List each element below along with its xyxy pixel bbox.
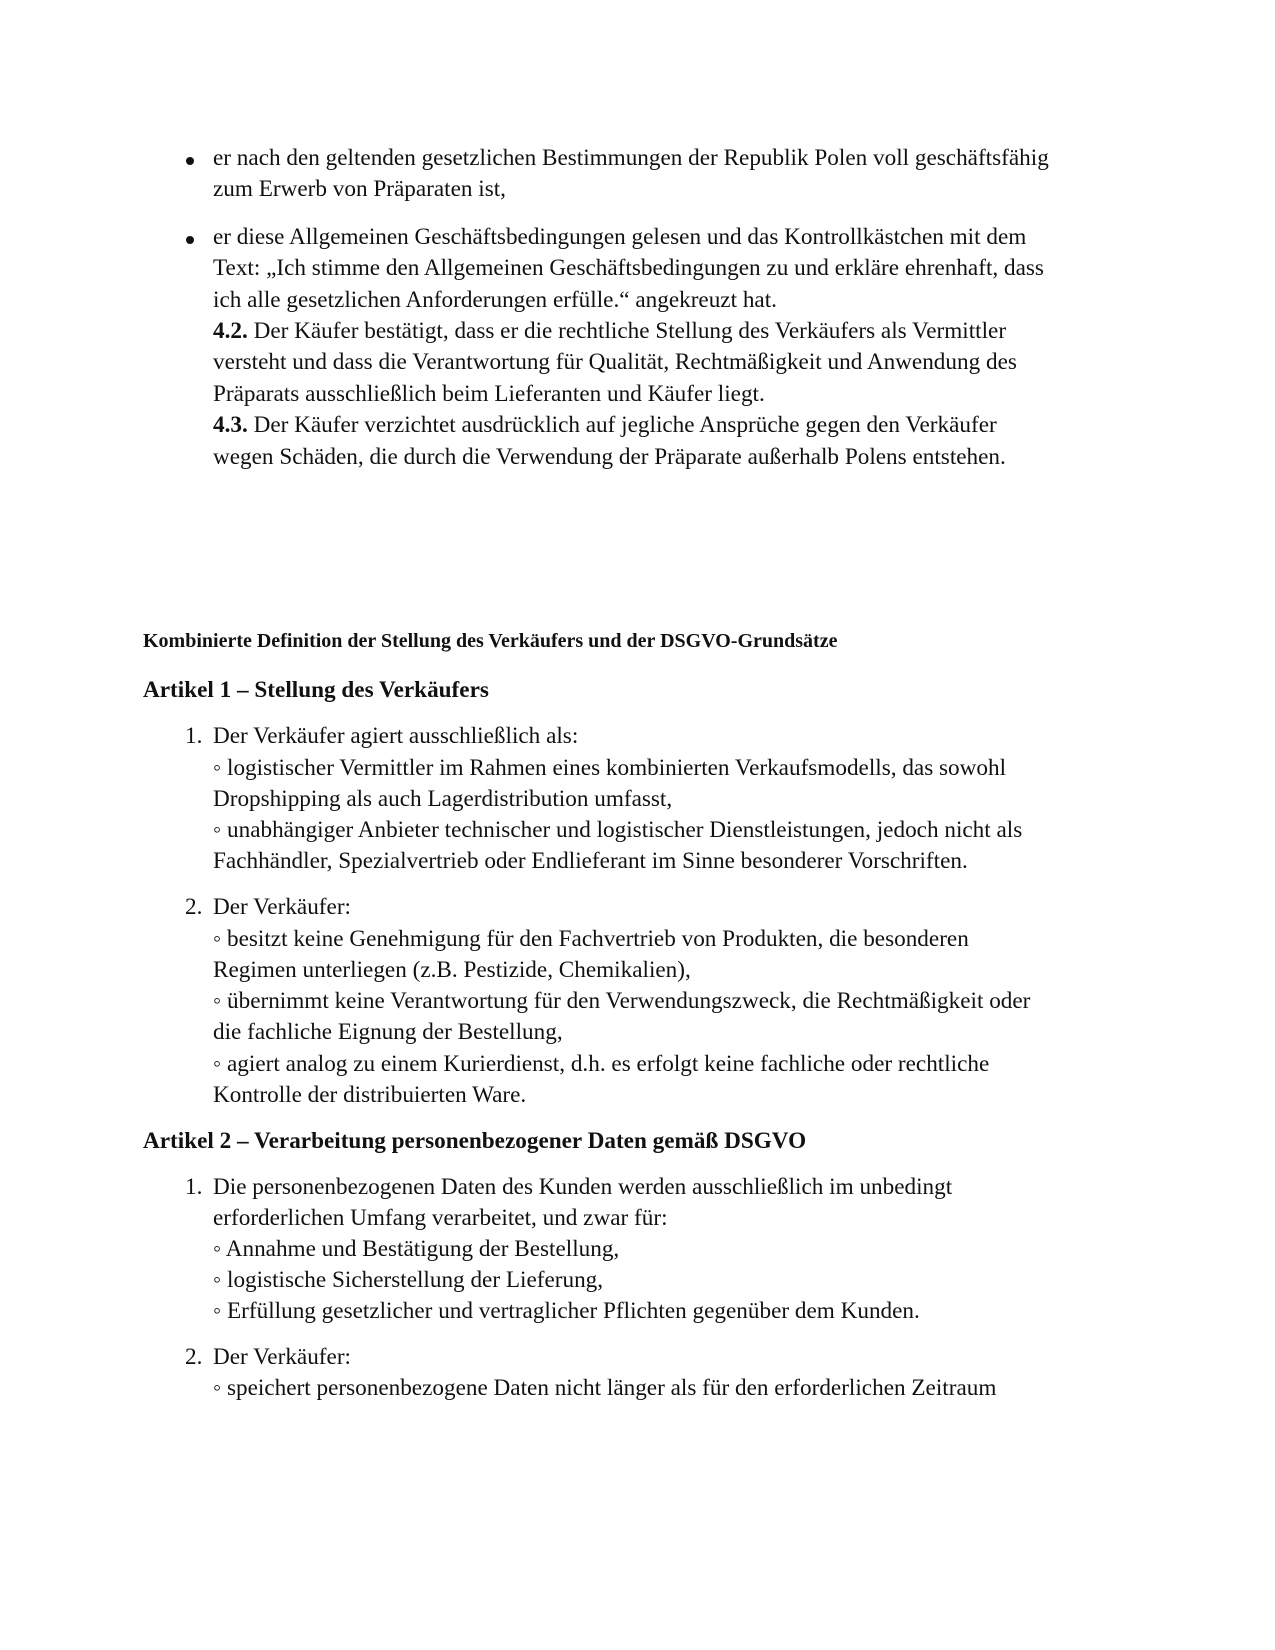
list-item-line: ◦ speichert personenbezogene Daten nicht länger als für den erforderlichen Zeitraum — [213, 1375, 997, 1401]
list-item-line: erforderlichen Umfang verarbeitet, und zwar für: — [213, 1205, 668, 1231]
section-title: Kombinierte Definition der Stellung des Verkäufers und der DSGVO-Grundsätze — [143, 630, 838, 652]
list-item-line: ◦ Erfüllung gesetzlicher und vertraglicher Pflichten gegenüber dem Kunden. — [213, 1298, 920, 1324]
list-item-line: Regimen unterliegen (z.B. Pestizide, Chemikalien), — [213, 957, 691, 983]
article-2-heading: Artikel 2 – Verarbeitung personenbezogener Daten gemäß DSGVO — [143, 1128, 807, 1154]
clause-4-2-line: Präparats ausschließlich beim Lieferanten und Käufer liegt. — [213, 381, 765, 407]
clause-4-2-line — [213, 317, 1006, 345]
list-item-line: ◦ agiert analog zu einem Kurierdienst, d.h. es erfolgt keine fachliche oder rechtliche — [213, 1051, 990, 1077]
list-item-line: Der Verkäufer agiert ausschließlich als: — [213, 723, 579, 749]
clause-4-3-line: wegen Schäden, die durch die Verwendung der Präparate außerhalb Polens entstehen. — [213, 444, 1006, 470]
clause-text: Der Käufer verzichtet ausdrücklich auf jegliche Ansprüche gegen den Verkäufer — [247, 412, 997, 438]
list-item-line: Text: „Ich stimme den Allgemeinen Geschäftsbedingungen zu und erkläre ehrenhaft, dass — [213, 255, 1044, 281]
list-item-line: Die personenbezogenen Daten des Kunden werden ausschließlich im unbedingt — [213, 1174, 953, 1200]
list-item-line: ◦ logistischer Vermittler im Rahmen eines kombinierten Verkaufsmodells, das sowohl — [213, 755, 1007, 781]
list-item-line: Der Verkäufer: — [213, 1344, 351, 1370]
clause-label: 4.3. — [213, 412, 248, 438]
list-item-line: Fachhändler, Spezialvertrieb oder Endlieferant im Sinne besonderer Vorschriften. — [213, 848, 968, 874]
bullet-icon — [186, 236, 194, 244]
list-item-line: die fachliche Eignung der Bestellung, — [213, 1019, 563, 1045]
list-number: 1. — [185, 1174, 203, 1200]
clause-text: Der Käufer bestätigt, dass er die rechtliche Stellung des Verkäufers als Vermittler — [247, 318, 1007, 344]
list-number: 2. — [185, 1344, 203, 1370]
list-number: 2. — [185, 894, 203, 920]
list-item-line: ◦ Annahme und Bestätigung der Bestellung, — [213, 1236, 620, 1262]
list-item-line: ich alle gesetzlichen Anforderungen erfülle.“ angekreuzt hat. — [213, 287, 777, 313]
bullet-icon — [186, 157, 194, 165]
list-item-line: ◦ übernimmt keine Verantwortung für den Verwendungszweck, die Rechtmäßigkeit oder — [213, 988, 1031, 1014]
list-item-line: er diese Allgemeinen Geschäftsbedingungen gelesen und das Kontrollkästchen mit dem — [213, 224, 1027, 250]
list-item-line: er nach den geltenden gesetzlichen Bestimmungen der Republik Polen voll geschäftsfähig — [213, 145, 1049, 171]
list-item-line: Der Verkäufer: — [213, 894, 351, 920]
clause-4-2-line: versteht und dass die Verantwortung für Qualität, Rechtmäßigkeit und Anwendung des — [213, 349, 1017, 375]
clause-4-3-line — [213, 411, 997, 439]
list-item-line: Dropshipping als auch Lagerdistribution umfasst, — [213, 786, 673, 812]
list-item-line: ◦ unabhängiger Anbieter technischer und logistischer Dienstleistungen, jedoch nicht als — [213, 817, 1023, 843]
list-item-line: ◦ besitzt keine Genehmigung für den Fachvertrieb von Produkten, die besonderen — [213, 926, 969, 952]
clause-label: 4.2. — [213, 318, 248, 344]
list-item-line: Kontrolle der distribuierten Ware. — [213, 1082, 527, 1108]
list-item-line: zum Erwerb von Präparaten ist, — [213, 176, 506, 202]
article-1-heading: Artikel 1 – Stellung des Verkäufers — [143, 677, 489, 703]
list-item-line: ◦ logistische Sicherstellung der Lieferung, — [213, 1267, 604, 1293]
list-number: 1. — [185, 723, 203, 749]
